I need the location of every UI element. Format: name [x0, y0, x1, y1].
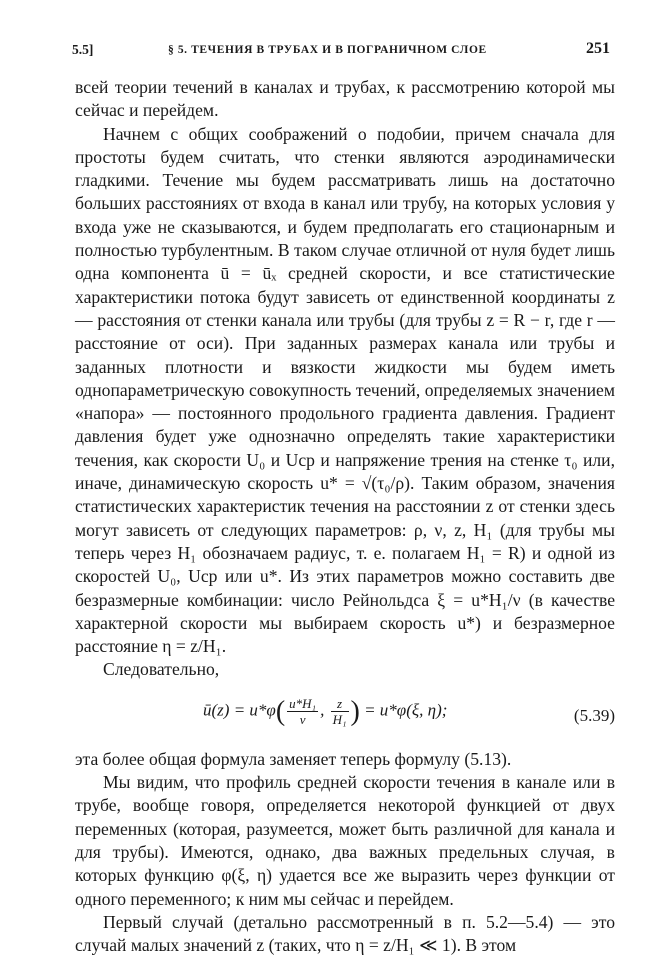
fraction-numerator: z: [331, 696, 349, 712]
page-body: [75, 76, 615, 957]
fraction-distance: [331, 696, 349, 727]
close-paren: ): [350, 695, 360, 727]
fraction-denominator: H₁: [332, 711, 347, 727]
equation-lhs: ū(z) = u*φ: [203, 700, 276, 720]
paragraph-continuation: всей теории течений в каналах и трубах, к рассмотрению которой мы сейчас и перейдем.: [75, 77, 615, 121]
paragraph-similarity: Начнем с общих соображений о подобии, причем сначала для простоты будем считать, что стенки являются аэродинамически гладкими. Течение мы будем рассматривать лишь на достаточно больших расстояниях от входа в канал или трубу, на которых условия у входа уже не сказываются, и будем предполагать его стационарным и полностью турбулентным. В таком случае отличной от нуля будет лишь одна компонента ū = ūₓ средней скорости, и все статистические характеристики потока будут зависеть от единственной координаты z — расстояния от стенки канала или трубы (для трубы z = R − r, где r — расстояние от оси). При заданных размерах канала или трубы и заданных плотности и вязкости жидкости мы будем иметь однопараметрическую совокупность течений, определяемых значением «напора» — постоянного продольного градиента давления. Градиент давления будет уже однозначно определять такие характеристики течения, как скорости U₀ и Uср и напряжение трения на стенке τ₀ или, иначе, динамическую скорость u* = √(τ₀/ρ). Таким образом, значения статистических характеристик течения на расстоянии z от стенки здесь могут зависеть от следующих параметров: ρ, ν, z, H₁ (для трубы мы теперь через H₁ обозначаем радиус, т. е. полагаем H₁ = R) и одной из скоростей U₀, Uср или u*. Из этих параметров можно составить две безразмерные комбинации: число Рейнольдса ξ = u*H₁/ν (в качестве характерной скорости мы выбираем скорость u*) и безразмерное расстояние η = z/H₁.: [75, 123, 615, 657]
paragraph-first-case: Первый случай (детально рассмотренный в п. 5.2—5.4) — это случай малых значений z (таких, что η = z/H₁ ≪ 1). В этом: [75, 911, 615, 956]
page-number: 251: [586, 40, 610, 57]
running-title: § 5. ТЕЧЕНИЯ В ТРУБАХ И В ПОГРАНИЧНОМ СЛОЕ: [168, 44, 487, 56]
section-reference: 5.5]: [72, 42, 94, 57]
open-paren: (: [275, 695, 286, 727]
equation-rhs: = u*φ(ξ, η);: [364, 700, 448, 720]
fraction-denominator: ν: [299, 711, 306, 727]
fraction-numerator: u*H₁: [289, 695, 317, 711]
paragraph-general-formula: эта более общая формула заменяет теперь формулу (5.13).: [75, 748, 512, 769]
paragraph-consequently: Следовательно,: [103, 659, 220, 680]
fraction-reynolds: [287, 696, 318, 727]
equation-expression: ū(z) = u*φ( $\frac{\text{u*H₁}}{\nu}$ , $\frac{z}{\text{H₁}}$ ) = u*φ(ξ, η);: [203, 695, 448, 727]
paragraph-profile: Мы видим, что профиль средней скорости течения в канале или в трубе, вообще говоря, определяется некоторой функцией от двух переменных (которая, разумеется, может быть различной для канала и для трубы). Имеются, однако, два важных предельных случая, в которых функцию φ(ξ, η) удается все же выразить через функции от одного переменного; к ним мы сейчас и перейдем.: [75, 772, 615, 909]
equation-number: (5.39): [573, 705, 615, 725]
equation-5-39: [75, 684, 615, 742]
running-header: [72, 40, 610, 62]
